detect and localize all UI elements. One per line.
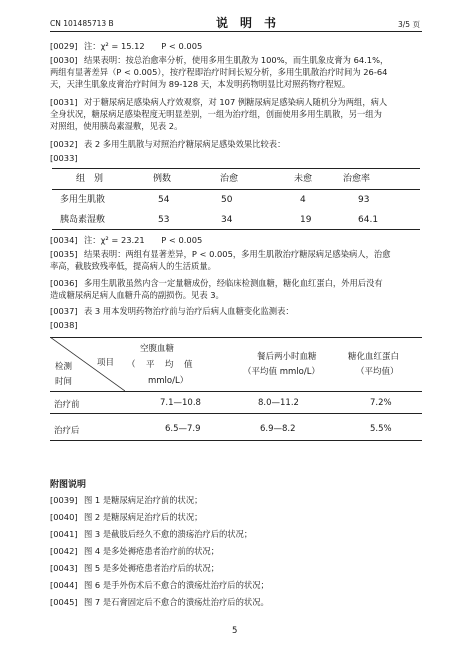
- paragraph-0029: [0029] 注：χ² = 15.12 P < 0.005: [50, 41, 203, 51]
- table3-cell: 治疗后: [54, 426, 80, 436]
- table2-cell: 93: [358, 195, 370, 205]
- table2-cell: 53: [158, 215, 170, 225]
- figures-heading: 附图说明: [50, 480, 87, 490]
- publication-number: CN 101485713 B: [50, 19, 114, 28]
- table2-cell: 64.1: [358, 215, 379, 225]
- paragraph-0032: [0032] 表 2 多用生肌散与对照治疗糖尿病足感染效果比较表：: [50, 139, 286, 149]
- table3-col2-title: 餐后两小时血糖: [257, 352, 317, 362]
- list-item: [0040] 图 2 是糖尿病足治疗后的状况；: [50, 512, 203, 522]
- list-item: [0041] 图 3 是截肢后经久不愈的溃疡治疗后的状况；: [50, 529, 253, 539]
- paragraph-0037: [0037] 表 3 用本发明药物治疗前与治疗后病人血糖变化监测表：: [50, 306, 294, 316]
- table3-cell: 6.9—8.2: [260, 424, 296, 434]
- table3-cell: 7.2%: [370, 398, 392, 408]
- table2-cell: 19: [300, 215, 312, 225]
- list-item: [0043] 图 5 是多处褥疮患者治疗后的状况；: [50, 563, 220, 573]
- table2-header-rule: [52, 189, 420, 190]
- table-row: [58, 191, 420, 209]
- page-number: 5: [232, 626, 238, 636]
- table2-header: 例数: [153, 174, 172, 184]
- table2-header-row: [58, 170, 420, 188]
- table2-header: 未愈: [294, 174, 313, 184]
- page-indicator: 3/5 页: [398, 20, 420, 29]
- table2-header: 组 别: [76, 174, 104, 184]
- table2-cell: 4: [300, 195, 306, 205]
- table3-col1-title: 空腹血糖: [140, 344, 175, 354]
- table3-corner-left: 检测: [55, 362, 73, 372]
- list-item: [0044] 图 6 是手外伤术后不愈合的溃疡灶治疗后的状况；: [50, 580, 269, 590]
- table3-row-rule: [50, 413, 422, 414]
- list-item: [0039] 图 1 是糖尿病足治疗前的状况；: [50, 495, 203, 505]
- table3-col3-title: 糖化血红蛋白: [348, 352, 400, 362]
- list-item: [0045] 图 7 是石膏固定后不愈合的溃疡灶治疗后的状况。: [50, 597, 269, 607]
- table3-corner-left: 时间: [55, 377, 73, 387]
- list-item: [0042] 图 4 是多处褥疮患者治疗前的状况；: [50, 546, 220, 556]
- table2-bottom-rule: [52, 229, 420, 230]
- table3-header-rule: [50, 391, 422, 392]
- table3-bottom-rule: [50, 440, 422, 441]
- table3-corner-top: 项目: [97, 358, 115, 368]
- table2-cell: 50: [221, 195, 233, 205]
- table2-cell: 34: [221, 215, 233, 225]
- table-row: [58, 211, 420, 229]
- table3-cell: 5.5%: [370, 424, 392, 434]
- table2-cell: 多用生肌散: [60, 195, 106, 205]
- paragraph-0035: [0035] 结果表明：两组有显著差异，P < 0.005，多用生肌散治疗糖尿病足感染病人，治愈 率高，截肢致残率低，提高病人的生活质量。: [50, 249, 391, 271]
- table3-cell: 8.0—11.2: [258, 398, 299, 408]
- table3-cell: 6.5—7.9: [165, 424, 201, 434]
- paragraph-0038: [0038]: [50, 320, 78, 330]
- table3-col1-sub: mmlo/L）: [148, 376, 189, 386]
- paragraph-0036: [0036] 多用生肌散虽然内含一定量糖成份，经临床检测血糖，糖化血红蛋白，外用后没有 造成糖尿病足病人血糖升高的副损伤。见表 3。: [50, 278, 383, 300]
- table3-col2-sub: （平均值 mmlo/L）: [243, 367, 320, 377]
- table2-header: 治愈: [220, 174, 239, 184]
- paragraph-0031: [0031] 对于糖尿病足感染病人疗效观察，对 107 例糖尿病足感染病人随机分为两组，病人 全身状况，糖尿病足感染程度无明显差别，一组为治疗组，创面使用多用生肌散，另一组为 对照组，使用胰岛素湿敷，见表 2。: [50, 97, 388, 131]
- paragraph-0034: [0034] 注：χ² = 23.21 P < 0.005: [50, 235, 203, 245]
- paragraph-0033: [0033]: [50, 153, 78, 163]
- table2-cell: 54: [158, 195, 170, 205]
- table3-col1-sub: （ 平 均 值: [127, 360, 194, 370]
- table3-col3-sub: （平均值）: [356, 367, 399, 377]
- table3-cell: 治疗前: [54, 400, 80, 410]
- paragraph-0030: [0030] 结果表明：按总治愈率分析，使用多用生肌散为 100%，而生肌象皮膏为 64.1%， 两组有显著差异（P < 0.005），按疗程即治疗时间长短分析，多用生肌散治疗时间为 26-64 天，天津生肌象皮膏治疗时间为 89-128 天，本发明药物明显比对照药物疗程短。: [50, 55, 389, 89]
- document-title: 说 明 书: [216, 16, 277, 30]
- table2-cell: 胰岛素湿敷: [60, 215, 106, 225]
- table2-header: 治愈率: [343, 174, 371, 184]
- table2-top-rule: [52, 168, 420, 169]
- table3-cell: 7.1—10.8: [160, 398, 201, 408]
- header-rule: [50, 31, 422, 32]
